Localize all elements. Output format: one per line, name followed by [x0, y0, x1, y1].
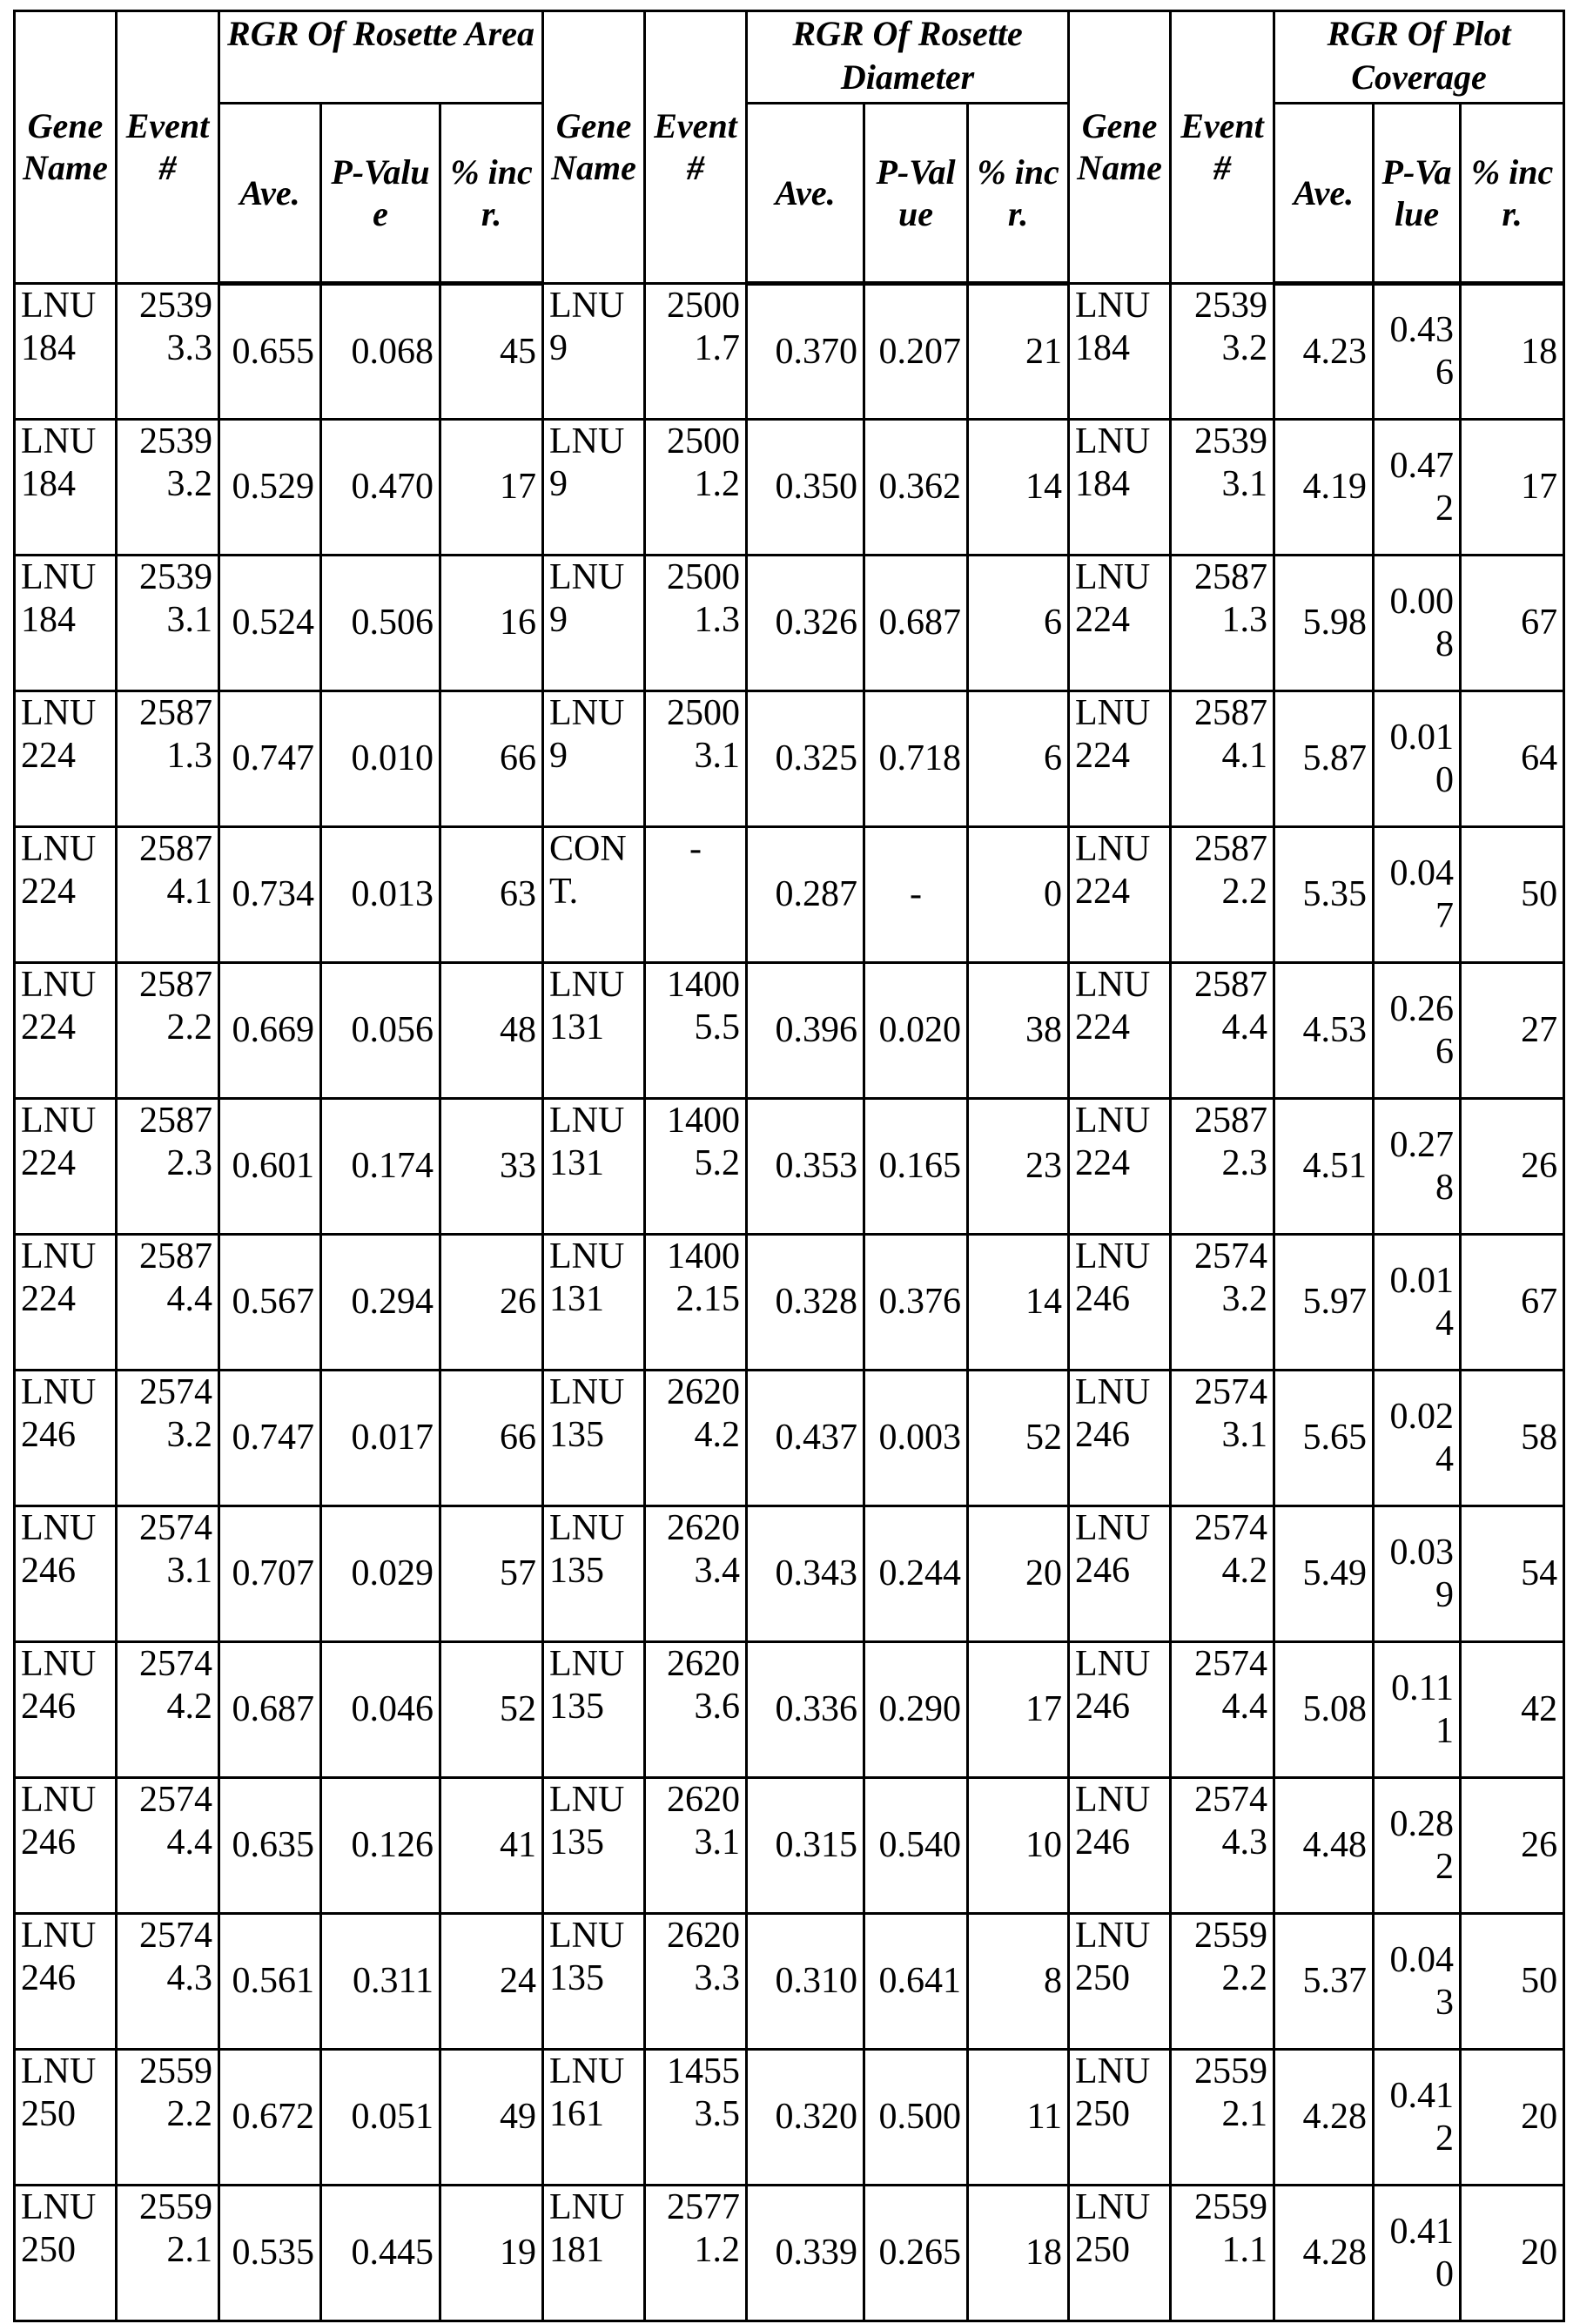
area-pvalue-cell: 0.051	[321, 2050, 440, 2186]
diameter-pvalue-cell: 0.165	[864, 1099, 968, 1235]
area-ave-cell: 0.561	[219, 1914, 321, 2050]
event-cell: 25874.1	[117, 827, 219, 963]
coverage-pvalue-cell: 0.043	[1374, 1914, 1461, 2050]
area-pvalue-cell: 0.029	[321, 1506, 440, 1642]
table-row	[15, 2050, 1564, 2186]
coverage-pvalue-cell: 0.472	[1374, 420, 1461, 556]
header-row-subcolumns	[15, 104, 1564, 284]
diameter-pvalue-cell: 0.376	[864, 1235, 968, 1371]
gene-name-cell: LNU135	[543, 1506, 645, 1642]
area-incr-cell: 33	[440, 1099, 543, 1235]
diameter-pvalue-cell: 0.718	[864, 691, 968, 827]
coverage-pvalue-cell: 0.008	[1374, 556, 1461, 691]
col-diameter-ave: Ave.	[747, 104, 864, 284]
area-pvalue-cell: 0.445	[321, 2186, 440, 2321]
group-plot-coverage: RGR Of Plot Coverage	[1274, 11, 1564, 104]
gene-name-cell: LNU224	[1069, 691, 1171, 827]
coverage-ave-cell: 4.53	[1274, 963, 1374, 1099]
event-cell: 25743.1	[117, 1506, 219, 1642]
area-ave-cell: 0.635	[219, 1778, 321, 1914]
gene-name-cell: LNU181	[543, 2186, 645, 2321]
gene-name-cell: LNU135	[543, 1642, 645, 1778]
coverage-incr-cell: 67	[1461, 556, 1564, 691]
area-pvalue-cell: 0.056	[321, 963, 440, 1099]
coverage-ave-cell: 5.35	[1274, 827, 1374, 963]
col-event-c: Event #	[1171, 11, 1274, 284]
coverage-ave-cell: 4.23	[1274, 284, 1374, 420]
coverage-pvalue-cell: 0.282	[1374, 1778, 1461, 1914]
coverage-ave-cell: 5.49	[1274, 1506, 1374, 1642]
event-cell: 25874.4	[1171, 963, 1274, 1099]
coverage-incr-cell: 54	[1461, 1506, 1564, 1642]
diameter-incr-cell: 17	[968, 1642, 1069, 1778]
event-cell: 25744.2	[117, 1642, 219, 1778]
event-cell: 25001.7	[645, 284, 747, 420]
gene-name-cell: LNU184	[1069, 284, 1171, 420]
diameter-pvalue-cell: 0.540	[864, 1778, 968, 1914]
area-ave-cell: 0.687	[219, 1642, 321, 1778]
event-cell: 25871.3	[117, 691, 219, 827]
table-row	[15, 2186, 1564, 2321]
area-incr-cell: 45	[440, 284, 543, 420]
diameter-pvalue-cell: 0.500	[864, 2050, 968, 2186]
gene-name-cell: LNU131	[543, 963, 645, 1099]
diameter-incr-cell: 23	[968, 1099, 1069, 1235]
gene-name-cell: LNU9	[543, 556, 645, 691]
area-ave-cell: 0.655	[219, 284, 321, 420]
coverage-ave-cell: 5.98	[1274, 556, 1374, 691]
event-cell: 25393.1	[117, 556, 219, 691]
diameter-incr-cell: 18	[968, 2186, 1069, 2321]
gene-name-cell: LNU135	[543, 1778, 645, 1914]
event-cell: 25591.1	[1171, 2186, 1274, 2321]
event-cell: 25744.4	[117, 1778, 219, 1914]
gene-name-cell: LNU224	[15, 1099, 117, 1235]
coverage-incr-cell: 50	[1461, 827, 1564, 963]
col-gene-name-a: Gene Name	[15, 11, 117, 284]
event-cell: 25592.1	[1171, 2050, 1274, 2186]
coverage-pvalue-cell: 0.111	[1374, 1642, 1461, 1778]
diameter-ave-cell: 0.287	[747, 827, 864, 963]
coverage-incr-cell: 58	[1461, 1371, 1564, 1506]
gene-name-cell: LNU161	[543, 2050, 645, 2186]
area-pvalue-cell: 0.470	[321, 420, 440, 556]
area-pvalue-cell: 0.013	[321, 827, 440, 963]
gene-name-cell: LNU246	[1069, 1506, 1171, 1642]
area-ave-cell: 0.707	[219, 1506, 321, 1642]
gene-name-cell: LNU246	[15, 1642, 117, 1778]
gene-name-cell: LNU184	[15, 556, 117, 691]
diameter-incr-cell: 52	[968, 1371, 1069, 1506]
event-cell: 14553.5	[645, 2050, 747, 2186]
diameter-ave-cell: 0.396	[747, 963, 864, 1099]
event-cell: 14005.5	[645, 963, 747, 1099]
diameter-pvalue-cell: 0.641	[864, 1914, 968, 2050]
event-cell: 25001.3	[645, 556, 747, 691]
diameter-pvalue-cell: 0.290	[864, 1642, 968, 1778]
event-cell: 25743.1	[1171, 1371, 1274, 1506]
coverage-incr-cell: 67	[1461, 1235, 1564, 1371]
coverage-pvalue-cell: 0.024	[1374, 1371, 1461, 1506]
gene-name-cell: LNU224	[15, 691, 117, 827]
diameter-ave-cell: 0.328	[747, 1235, 864, 1371]
event-cell: 25874.4	[117, 1235, 219, 1371]
coverage-pvalue-cell: 0.410	[1374, 2186, 1461, 2321]
area-pvalue-cell: 0.046	[321, 1642, 440, 1778]
gene-name-cell: LNU9	[543, 284, 645, 420]
gene-name-cell: CONT.	[543, 827, 645, 963]
event-cell: -	[645, 827, 747, 963]
coverage-pvalue-cell: 0.412	[1374, 2050, 1461, 2186]
event-cell: 25872.3	[117, 1099, 219, 1235]
coverage-pvalue-cell: 0.436	[1374, 284, 1461, 420]
diameter-incr-cell: 38	[968, 963, 1069, 1099]
gene-name-cell: LNU131	[543, 1235, 645, 1371]
col-coverage-pvalue: P-Value	[1374, 104, 1461, 284]
coverage-incr-cell: 20	[1461, 2186, 1564, 2321]
gene-name-cell: LNU246	[1069, 1642, 1171, 1778]
coverage-incr-cell: 50	[1461, 1914, 1564, 2050]
coverage-pvalue-cell: 0.266	[1374, 963, 1461, 1099]
area-pvalue-cell: 0.010	[321, 691, 440, 827]
event-cell: 14002.15	[645, 1235, 747, 1371]
event-cell: 14005.2	[645, 1099, 747, 1235]
table-row	[15, 1371, 1564, 1506]
diameter-pvalue-cell: 0.207	[864, 284, 968, 420]
area-pvalue-cell: 0.294	[321, 1235, 440, 1371]
col-diameter-pvalue: P-Value	[864, 104, 968, 284]
coverage-pvalue-cell: 0.047	[1374, 827, 1461, 963]
gene-name-cell: LNU250	[1069, 1914, 1171, 2050]
coverage-incr-cell: 64	[1461, 691, 1564, 827]
event-cell: 26203.6	[645, 1642, 747, 1778]
col-area-pvalue: P-Value	[321, 104, 440, 284]
table-row	[15, 1914, 1564, 2050]
area-incr-cell: 66	[440, 691, 543, 827]
gene-name-cell: LNU184	[15, 284, 117, 420]
area-ave-cell: 0.535	[219, 2186, 321, 2321]
diameter-incr-cell: 20	[968, 1506, 1069, 1642]
diameter-incr-cell: 21	[968, 284, 1069, 420]
coverage-incr-cell: 26	[1461, 1778, 1564, 1914]
coverage-pvalue-cell: 0.014	[1374, 1235, 1461, 1371]
table-row	[15, 827, 1564, 963]
table-row	[15, 1506, 1564, 1642]
group-rosette-area: RGR Of Rosette Area	[219, 11, 543, 104]
coverage-incr-cell: 27	[1461, 963, 1564, 1099]
table-body	[15, 284, 1564, 2321]
area-incr-cell: 19	[440, 2186, 543, 2321]
event-cell: 25001.2	[645, 420, 747, 556]
area-incr-cell: 17	[440, 420, 543, 556]
diameter-ave-cell: 0.343	[747, 1506, 864, 1642]
event-cell: 25871.3	[1171, 556, 1274, 691]
diameter-ave-cell: 0.315	[747, 1778, 864, 1914]
event-cell: 25874.1	[1171, 691, 1274, 827]
event-cell: 25872.3	[1171, 1099, 1274, 1235]
area-pvalue-cell: 0.017	[321, 1371, 440, 1506]
diameter-ave-cell: 0.370	[747, 284, 864, 420]
event-cell: 25393.2	[1171, 284, 1274, 420]
col-gene-name-b: Gene Name	[543, 11, 645, 284]
event-cell: 25743.2	[1171, 1235, 1274, 1371]
gene-name-cell: LNU246	[1069, 1778, 1171, 1914]
gene-name-cell: LNU224	[1069, 556, 1171, 691]
area-incr-cell: 63	[440, 827, 543, 963]
gene-name-cell: LNU224	[1069, 963, 1171, 1099]
coverage-ave-cell: 4.51	[1274, 1099, 1374, 1235]
area-incr-cell: 49	[440, 2050, 543, 2186]
area-incr-cell: 41	[440, 1778, 543, 1914]
coverage-incr-cell: 18	[1461, 284, 1564, 420]
group-rosette-diameter: RGR Of Rosette Diameter	[747, 11, 1069, 104]
event-cell: 25393.3	[117, 284, 219, 420]
event-cell: 26204.2	[645, 1371, 747, 1506]
diameter-ave-cell: 0.310	[747, 1914, 864, 2050]
table-row	[15, 1642, 1564, 1778]
event-cell: 26203.4	[645, 1506, 747, 1642]
table-row	[15, 691, 1564, 827]
event-cell: 25592.2	[117, 2050, 219, 2186]
gene-name-cell: LNU246	[1069, 1371, 1171, 1506]
gene-name-cell: LNU250	[15, 2050, 117, 2186]
diameter-incr-cell: 8	[968, 1914, 1069, 2050]
diameter-pvalue-cell: 0.687	[864, 556, 968, 691]
diameter-incr-cell: 0	[968, 827, 1069, 963]
area-pvalue-cell: 0.174	[321, 1099, 440, 1235]
gene-name-cell: LNU246	[15, 1778, 117, 1914]
diameter-pvalue-cell: 0.362	[864, 420, 968, 556]
gene-name-cell: LNU131	[543, 1099, 645, 1235]
table-row	[15, 1778, 1564, 1914]
header-row-groups	[15, 11, 1564, 104]
diameter-ave-cell: 0.326	[747, 556, 864, 691]
event-cell: 25003.1	[645, 691, 747, 827]
table-row	[15, 963, 1564, 1099]
gene-name-cell: LNU224	[15, 963, 117, 1099]
diameter-incr-cell: 6	[968, 691, 1069, 827]
area-incr-cell: 48	[440, 963, 543, 1099]
diameter-pvalue-cell: 0.244	[864, 1506, 968, 1642]
col-gene-name-c: Gene Name	[1069, 11, 1171, 284]
table-row	[15, 420, 1564, 556]
coverage-pvalue-cell: 0.010	[1374, 691, 1461, 827]
coverage-ave-cell: 5.97	[1274, 1235, 1374, 1371]
diameter-incr-cell: 6	[968, 556, 1069, 691]
coverage-ave-cell: 5.08	[1274, 1642, 1374, 1778]
table-row	[15, 284, 1564, 420]
event-cell: 26203.1	[645, 1778, 747, 1914]
coverage-ave-cell: 4.28	[1274, 2050, 1374, 2186]
area-ave-cell: 0.601	[219, 1099, 321, 1235]
gene-name-cell: LNU250	[1069, 2050, 1171, 2186]
col-area-ave: Ave.	[219, 104, 321, 284]
gene-name-cell: LNU135	[543, 1371, 645, 1506]
coverage-ave-cell: 4.28	[1274, 2186, 1374, 2321]
gene-name-cell: LNU184	[1069, 420, 1171, 556]
event-cell: 25872.2	[1171, 827, 1274, 963]
col-event-a: Event #	[117, 11, 219, 284]
rgr-results-table	[13, 10, 1565, 2322]
area-incr-cell: 24	[440, 1914, 543, 2050]
col-coverage-ave: Ave.	[1274, 104, 1374, 284]
diameter-incr-cell: 10	[968, 1778, 1069, 1914]
table-row	[15, 556, 1564, 691]
diameter-ave-cell: 0.320	[747, 2050, 864, 2186]
table-row	[15, 1235, 1564, 1371]
gene-name-cell: LNU135	[543, 1914, 645, 2050]
diameter-ave-cell: 0.437	[747, 1371, 864, 1506]
diameter-ave-cell: 0.350	[747, 420, 864, 556]
area-incr-cell: 57	[440, 1506, 543, 1642]
gene-name-cell: LNU246	[15, 1371, 117, 1506]
gene-name-cell: LNU9	[543, 420, 645, 556]
coverage-ave-cell: 4.48	[1274, 1778, 1374, 1914]
area-ave-cell: 0.672	[219, 2050, 321, 2186]
event-cell: 25393.1	[1171, 420, 1274, 556]
col-diameter-incr: % incr.	[968, 104, 1069, 284]
area-incr-cell: 26	[440, 1235, 543, 1371]
event-cell: 25393.2	[117, 420, 219, 556]
coverage-pvalue-cell: 0.039	[1374, 1506, 1461, 1642]
event-cell: 25744.3	[117, 1914, 219, 2050]
diameter-incr-cell: 11	[968, 2050, 1069, 2186]
gene-name-cell: LNU224	[15, 827, 117, 963]
diameter-pvalue-cell: 0.020	[864, 963, 968, 1099]
diameter-ave-cell: 0.339	[747, 2186, 864, 2321]
col-coverage-incr: % incr.	[1461, 104, 1564, 284]
area-pvalue-cell: 0.068	[321, 284, 440, 420]
gene-name-cell: LNU250	[15, 2186, 117, 2321]
event-cell: 25592.1	[117, 2186, 219, 2321]
coverage-ave-cell: 5.65	[1274, 1371, 1374, 1506]
event-cell: 25743.2	[117, 1371, 219, 1506]
gene-name-cell: LNU224	[15, 1235, 117, 1371]
event-cell: 25771.2	[645, 2186, 747, 2321]
gene-name-cell: LNU246	[1069, 1235, 1171, 1371]
event-cell: 25744.4	[1171, 1642, 1274, 1778]
gene-name-cell: LNU184	[15, 420, 117, 556]
event-cell: 26203.3	[645, 1914, 747, 2050]
event-cell: 25744.3	[1171, 1778, 1274, 1914]
diameter-ave-cell: 0.353	[747, 1099, 864, 1235]
table-row	[15, 1099, 1564, 1235]
area-incr-cell: 66	[440, 1371, 543, 1506]
coverage-incr-cell: 42	[1461, 1642, 1564, 1778]
diameter-pvalue-cell: 0.265	[864, 2186, 968, 2321]
area-ave-cell: 0.747	[219, 1371, 321, 1506]
coverage-ave-cell: 5.87	[1274, 691, 1374, 827]
gene-name-cell: LNU246	[15, 1914, 117, 2050]
coverage-ave-cell: 4.19	[1274, 420, 1374, 556]
coverage-pvalue-cell: 0.278	[1374, 1099, 1461, 1235]
area-pvalue-cell: 0.311	[321, 1914, 440, 2050]
event-cell: 25592.2	[1171, 1914, 1274, 2050]
coverage-incr-cell: 26	[1461, 1099, 1564, 1235]
gene-name-cell: LNU224	[1069, 827, 1171, 963]
event-cell: 25744.2	[1171, 1506, 1274, 1642]
diameter-pvalue-cell: -	[864, 827, 968, 963]
coverage-incr-cell: 17	[1461, 420, 1564, 556]
area-ave-cell: 0.734	[219, 827, 321, 963]
gene-name-cell: LNU9	[543, 691, 645, 827]
area-incr-cell: 52	[440, 1642, 543, 1778]
diameter-incr-cell: 14	[968, 420, 1069, 556]
gene-name-cell: LNU246	[15, 1506, 117, 1642]
col-area-incr: % incr.	[440, 104, 543, 284]
area-ave-cell: 0.669	[219, 963, 321, 1099]
event-cell: 25872.2	[117, 963, 219, 1099]
area-ave-cell: 0.529	[219, 420, 321, 556]
area-incr-cell: 16	[440, 556, 543, 691]
col-event-b: Event #	[645, 11, 747, 284]
diameter-ave-cell: 0.336	[747, 1642, 864, 1778]
area-ave-cell: 0.524	[219, 556, 321, 691]
coverage-incr-cell: 20	[1461, 2050, 1564, 2186]
diameter-ave-cell: 0.325	[747, 691, 864, 827]
gene-name-cell: LNU224	[1069, 1099, 1171, 1235]
diameter-pvalue-cell: 0.003	[864, 1371, 968, 1506]
area-ave-cell: 0.567	[219, 1235, 321, 1371]
diameter-incr-cell: 14	[968, 1235, 1069, 1371]
area-pvalue-cell: 0.506	[321, 556, 440, 691]
area-ave-cell: 0.747	[219, 691, 321, 827]
gene-name-cell: LNU250	[1069, 2186, 1171, 2321]
table-header	[15, 11, 1564, 284]
area-pvalue-cell: 0.126	[321, 1778, 440, 1914]
coverage-ave-cell: 5.37	[1274, 1914, 1374, 2050]
